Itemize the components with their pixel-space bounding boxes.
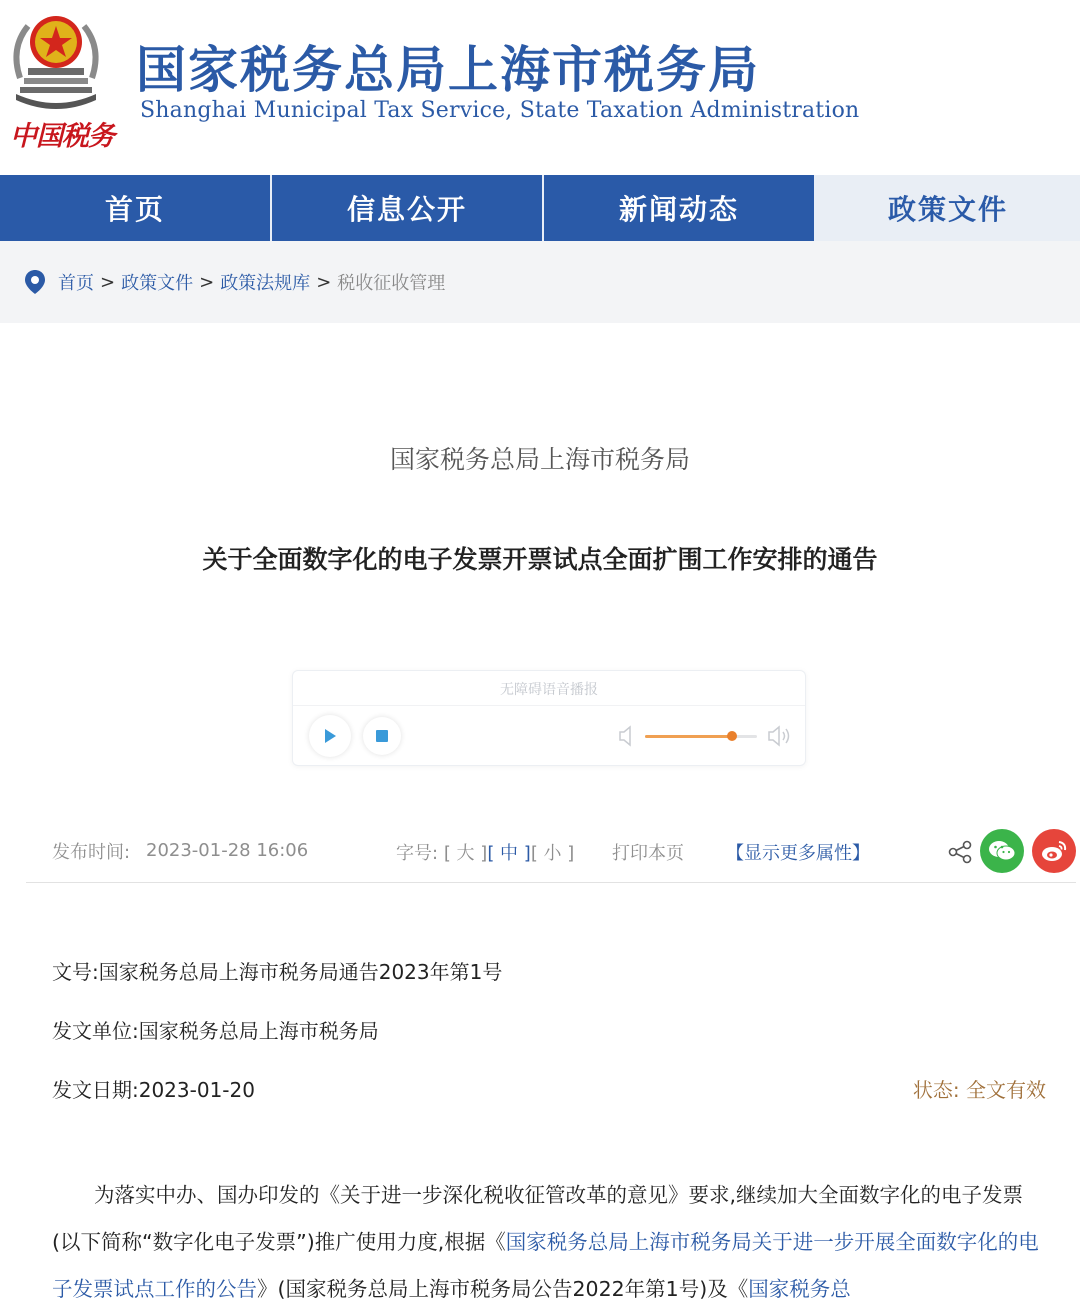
status-value: 全文有效 — [966, 1078, 1046, 1102]
site-title[interactable]: 国家税务总局上海市税务局 — [136, 41, 760, 99]
article-meta — [0, 822, 1080, 882]
article-body — [52, 1172, 1048, 1305]
location-pin-icon — [24, 269, 46, 295]
volume-knob[interactable] — [727, 731, 737, 741]
body-link-sta[interactable]: 国家税务总 — [748, 1277, 851, 1301]
play-button[interactable] — [309, 715, 351, 757]
play-icon — [322, 728, 338, 744]
share-icon[interactable] — [947, 840, 973, 864]
doc-status — [913, 1074, 1046, 1103]
volume-low-icon[interactable] — [618, 725, 634, 747]
meta-divider — [26, 882, 1076, 883]
stop-icon — [376, 730, 388, 742]
font-size-control — [396, 839, 574, 865]
breadcrumb-separator: > — [199, 271, 215, 293]
breadcrumb-policy[interactable]: 政策文件 — [121, 273, 194, 294]
article-org: 国家税务总局上海市税务局 — [389, 445, 690, 474]
doc-number: 文号:国家税务总局上海市税务局通告2023年第1号 — [52, 960, 503, 984]
publish-time: 2023-01-28 16:06 — [146, 840, 309, 861]
main-nav — [0, 175, 1080, 241]
wechat-share-button[interactable] — [980, 829, 1024, 873]
volume-high-icon[interactable] — [767, 725, 793, 747]
national-emblem-icon — [6, 8, 106, 116]
body-text-segment: 为落实中办、国办印发的《关于进一步深化税收征管改革的意见》要求,继续加大全面数字化的电子发票(以下简称“数字化电子发票”)推广使用力度,根据《 — [52, 1183, 1024, 1254]
publish-label: 发布时间: — [52, 842, 131, 863]
volume-slider[interactable] — [645, 735, 757, 738]
article-title: 关于全面数字化的电子发票开票试点全面扩围工作安排的通告 — [202, 545, 878, 574]
emblem-caption: 中国税务 — [10, 121, 114, 152]
player-divider — [293, 705, 805, 706]
breadcrumb-separator: > — [316, 271, 332, 293]
font-size-small[interactable]: [ 小 ] — [530, 843, 575, 864]
font-size-label: 字号: — [396, 843, 439, 864]
breadcrumb-home[interactable]: 首页 — [58, 273, 94, 294]
stop-button[interactable] — [363, 717, 401, 755]
doc-issue-date: 发文日期:2023-01-20 — [52, 1078, 255, 1102]
wechat-icon — [988, 839, 1016, 863]
site-title-en: Shanghai Municipal Tax Service, State Taxation Administration — [140, 98, 860, 123]
weibo-share-button[interactable] — [1032, 829, 1076, 873]
nav-item-home[interactable]: 首页 — [0, 175, 270, 241]
audio-player — [292, 670, 806, 766]
print-page-link[interactable]: 打印本页 — [612, 843, 684, 864]
player-label: 无障碍语音播报 — [500, 682, 598, 698]
body-link-announcement-2022-1[interactable]: 国家税务总局上海市税务局关于进一步开展全面数字化的电子发票试点工作的公告 — [52, 1230, 1039, 1301]
weibo-icon — [1040, 839, 1068, 863]
doc-issuer: 发文单位:国家税务总局上海市税务局 — [52, 1019, 379, 1043]
status-label: 状态: — [912, 1078, 960, 1102]
font-size-large[interactable]: [ 大 ] — [443, 843, 488, 864]
breadcrumb-separator: > — [100, 271, 116, 293]
breadcrumb-current: 税收征收管理 — [337, 273, 446, 294]
body-text-segment: 》(国家税务总局上海市税务局公告2022年第1号)及《 — [257, 1277, 749, 1301]
volume-fill — [645, 735, 732, 738]
show-more-attributes-link[interactable]: 【显示更多属性】 — [726, 843, 870, 864]
breadcrumb-policy-library[interactable]: 政策法规库 — [220, 273, 311, 294]
nav-item-news[interactable]: 新闻动态 — [542, 175, 814, 241]
site-header — [0, 0, 1080, 175]
breadcrumb — [0, 241, 1080, 323]
font-size-medium[interactable]: [ 中 ] — [487, 843, 531, 864]
nav-item-info-disclosure[interactable]: 信息公开 — [270, 175, 542, 241]
nav-item-policy[interactable]: 政策文件 — [814, 175, 1080, 241]
